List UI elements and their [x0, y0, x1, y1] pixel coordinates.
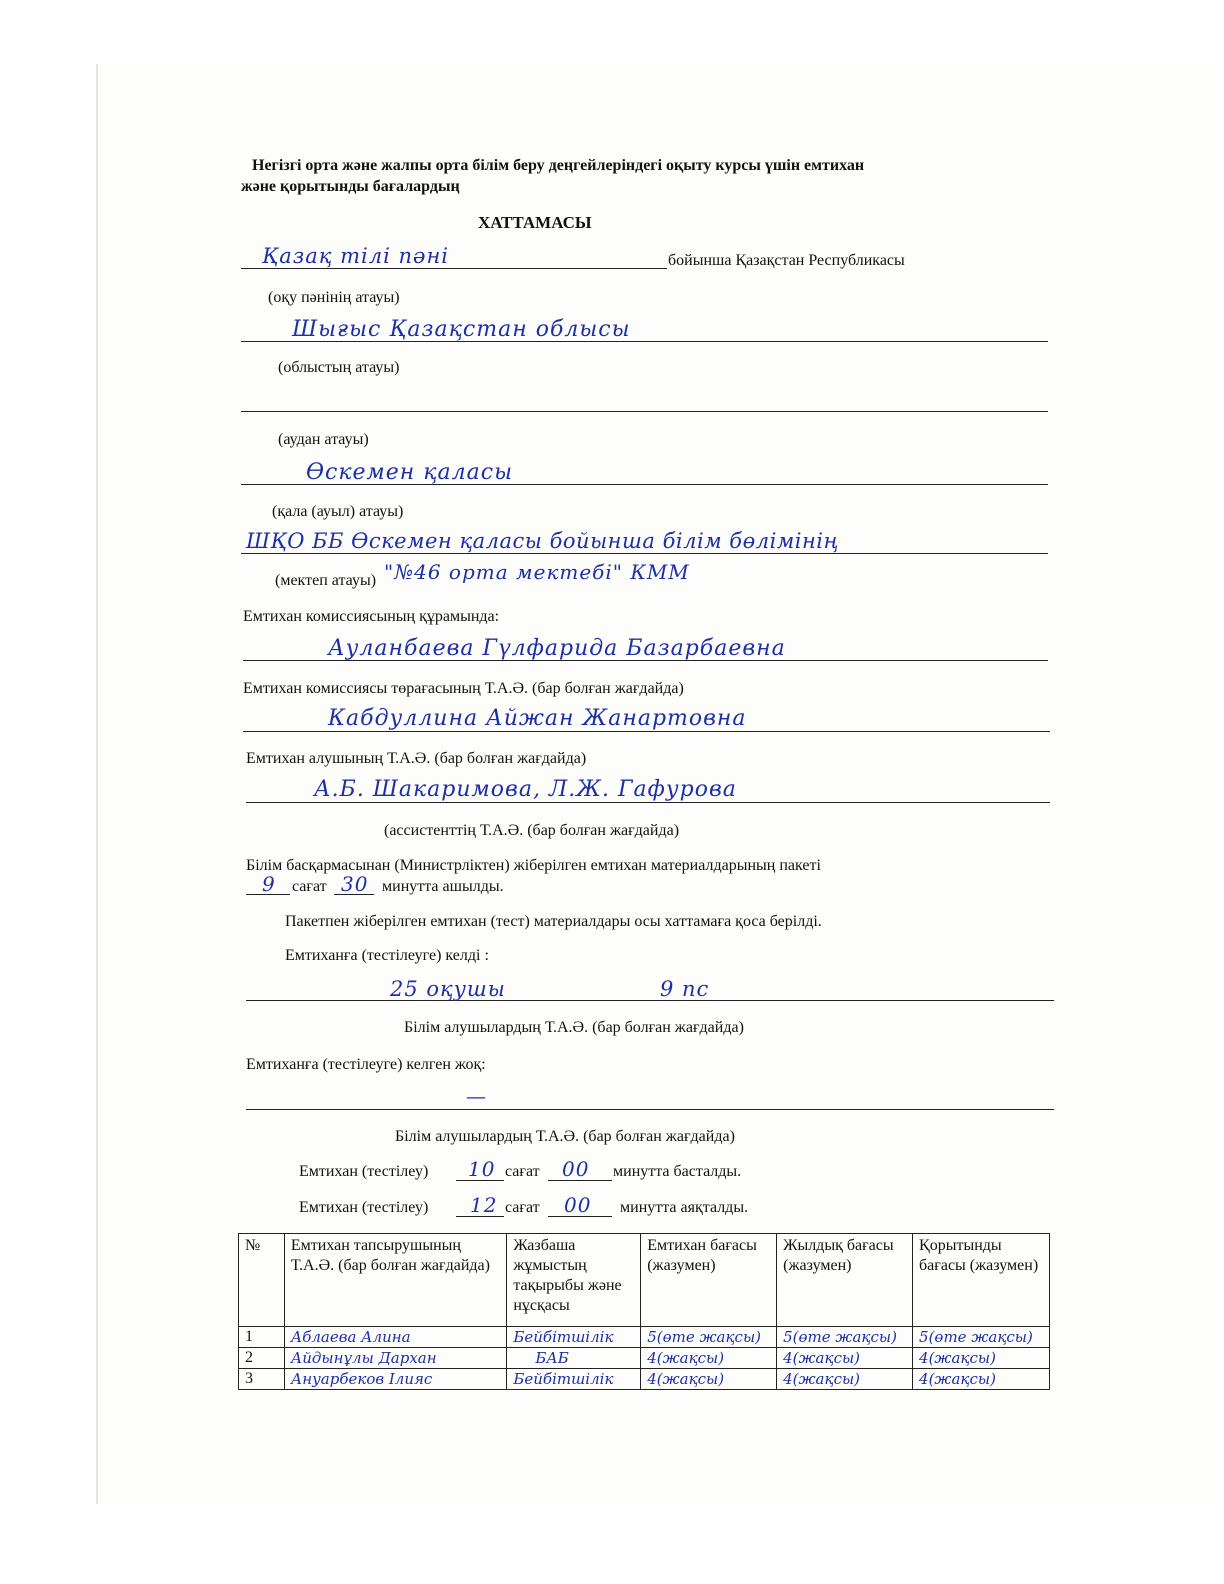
grades-table: [238, 1233, 1050, 1390]
school-value-line1: ШҚО ББ Өскемен қаласы бойынша білім бөлімінің: [246, 529, 839, 553]
attended-caption: Білім алушылардың Т.А.Ә. (бар болған жағдайда): [404, 1019, 744, 1036]
header-exam-grade: Емтихан бағасы (жазумен): [641, 1234, 777, 1327]
end-minute: 00: [564, 1193, 592, 1217]
start-prefix: Емтихан (тестілеу): [299, 1163, 429, 1180]
end-suffix: минутта аяқталды.: [620, 1199, 749, 1216]
table-row: [239, 1327, 1050, 1348]
work-topic: Бейбітшілік: [507, 1327, 641, 1348]
document-title-line2: және қорытынды бағалардың: [241, 178, 460, 195]
examiner-value: Кабдуллина Айжан Жанартовна: [328, 706, 747, 731]
attended-value1: 25 оқушы: [390, 977, 506, 1001]
row-number: 1: [239, 1327, 285, 1348]
start-hour-label: сағат: [505, 1163, 540, 1180]
header-annual-grade: Жылдық бағасы (жазумен): [777, 1234, 913, 1327]
start-suffix: минутта басталды.: [613, 1163, 742, 1180]
row-number: 3: [239, 1369, 285, 1390]
absent-underline: [246, 1109, 1054, 1110]
district-underline: [241, 411, 1048, 412]
document-title-line1: Негізгі орта және жалпы орта білім беру деңгейлеріндегі оқыту курсы үшін емтихан: [252, 157, 865, 174]
subject-value: Қазақ тілі пәні: [262, 244, 450, 268]
start-hour: 10: [468, 1157, 496, 1181]
attended-label: Емтиханға (тестілеуге) келді :: [285, 947, 489, 964]
work-topic: БАБ: [507, 1348, 641, 1369]
student-name: Ануарбеков Ілияс: [284, 1369, 507, 1390]
document-heading: ХАТТАМАСЫ: [478, 213, 592, 232]
assistant-caption: (ассистенттің Т.А.Ә. (бар болған жағдайда): [384, 822, 680, 839]
region-caption: (облыстың атауы): [278, 359, 400, 376]
student-name: Айдынұлы Дархан: [284, 1348, 507, 1369]
final-grade: 4(жақсы): [913, 1348, 1050, 1369]
student-name: Аблаева Алина: [284, 1327, 507, 1348]
school-value-line2: "№46 орта мектебі" КММ: [384, 560, 690, 584]
assistant-value: А.Б. Шакаримова, Л.Ж. Гафурова: [314, 777, 737, 802]
table-header-row: [239, 1234, 1050, 1327]
exam-grade: 5(өте жақсы): [641, 1327, 777, 1348]
commission-label: Емтихан комиссиясының құрамында:: [243, 608, 500, 625]
absent-value: —: [466, 1084, 487, 1108]
chair-value: Ауланбаева Гүлфарида Базарбаевна: [328, 636, 786, 661]
annual-grade: 4(жақсы): [777, 1348, 913, 1369]
package-line1: Білім басқармасынан (Министрліктен) жіберілген емтихан материалдарының пакеті: [246, 857, 821, 874]
table-row: [239, 1348, 1050, 1369]
region-value: Шығыс Қазақстан облысы: [292, 317, 631, 342]
attended-underline: [246, 1000, 1054, 1001]
final-grade: 4(жақсы): [913, 1369, 1050, 1390]
final-grade: 5(өте жақсы): [913, 1327, 1050, 1348]
attached-note: Пакетпен жіберілген емтихан (тест) материалдары осы хаттамаға қоса берілді.: [285, 913, 822, 930]
absent-caption: Білім алушылардың Т.А.Ә. (бар болған жағдайда): [395, 1128, 735, 1145]
city-caption: (қала (ауыл) атауы): [272, 503, 404, 520]
assistant-underline: [246, 802, 1050, 803]
table-row: [239, 1369, 1050, 1390]
exam-grade: 4(жақсы): [641, 1369, 777, 1390]
absent-label: Емтиханға (тестілеуге) келген жоқ:: [246, 1056, 486, 1073]
school-caption: (мектеп атауы): [275, 572, 377, 589]
subject-suffix: бойынша Қазақстан Республикасы: [668, 252, 905, 269]
district-caption: (аудан атауы): [278, 431, 369, 448]
package-hour-label: сағат: [292, 878, 327, 895]
end-prefix: Емтихан (тестілеу): [299, 1199, 429, 1216]
attended-value2: 9 пс: [660, 977, 710, 1001]
header-final-grade: Қорытынды бағасы (жазумен): [913, 1234, 1050, 1327]
row-number: 2: [239, 1348, 285, 1369]
examiner-caption: Емтихан алушының Т.А.Ә. (бар болған жағдайда): [246, 750, 587, 767]
annual-grade: 5(өте жақсы): [777, 1327, 913, 1348]
package-hour: 9: [262, 872, 276, 896]
examiner-underline: [243, 731, 1050, 732]
header-student-name: Емтихан тапсырушының Т.А.Ә. (бар болған жағдайда): [284, 1234, 507, 1327]
work-topic: Бейбітшілік: [507, 1369, 641, 1390]
start-minute: 00: [562, 1157, 590, 1181]
package-minute: 30: [341, 872, 369, 896]
exam-grade: 4(жақсы): [641, 1348, 777, 1369]
package-minute-label: минутта ашылды.: [382, 878, 504, 895]
header-topic: Жазбаша жұмыстың тақырыбы және нұсқасы: [507, 1234, 641, 1327]
header-number: №: [239, 1234, 285, 1327]
subject-underline: [241, 268, 667, 269]
chair-caption: Емтихан комиссиясы төрағасының Т.А.Ә. (бар болған жағдайда): [243, 680, 684, 697]
annual-grade: 4(жақсы): [777, 1369, 913, 1390]
city-value: Өскемен қаласы: [306, 460, 514, 485]
end-hour: 12: [470, 1193, 498, 1217]
end-hour-label: сағат: [505, 1199, 540, 1216]
school-underline: [241, 553, 1048, 554]
subject-caption: (оқу пәнінің атауы): [268, 289, 400, 306]
